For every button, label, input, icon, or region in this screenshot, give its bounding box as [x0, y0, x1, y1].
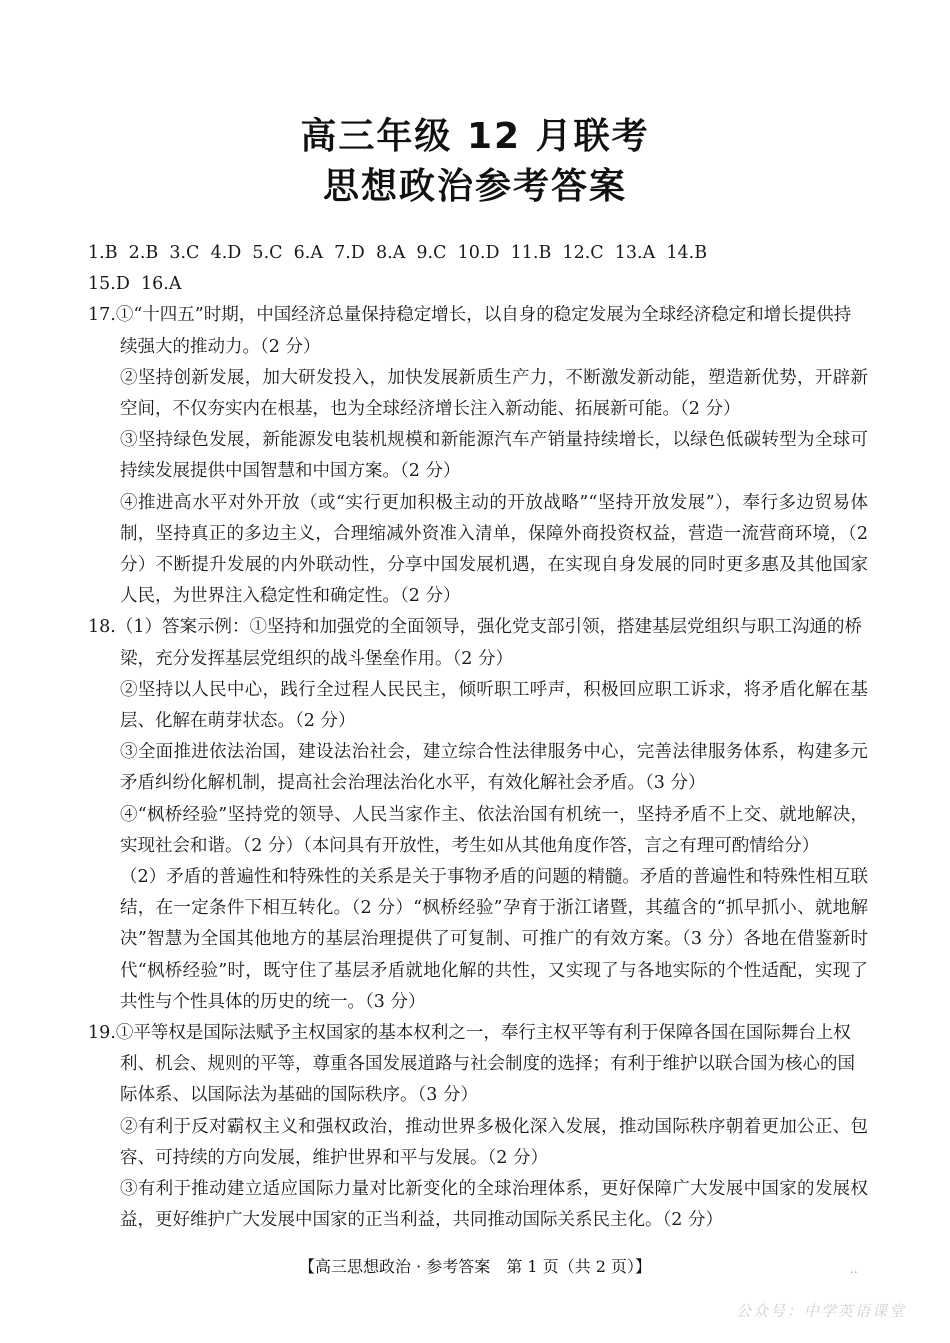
watermark: 公众号：中学英语课堂: [735, 1302, 906, 1320]
page-title: 高三年级 12 月联考: [300, 116, 650, 157]
q17-point-1: 17.①“十四五”时期，中国经济总量保持稳定增长，以自身的稳定发展为全球经济稳定和增长提供持续强大的推动力。（2 分）: [88, 305, 852, 357]
q17-point-3: ③坚持绿色发展，新能源发电装机规模和新能源汽车产销量持续增长，以绿色低碳转型为全球可持续发展提供中国智慧和中国方案。（2 分）: [120, 430, 868, 482]
mc-answers-line-2: 15.D 16.A: [88, 274, 182, 295]
question-17: [88, 300, 868, 612]
q18-point-4: ④“枫桥经验”坚持党的领导、人民当家作主、依法治国有机统一，坚持矛盾不上交、就地解决，实现社会和谐。（2 分）（本问具有开放性，考生如从其他角度作答，言之有理可酌情给分）: [120, 804, 868, 856]
q18-point-3: ③全面推进依法治国，建设法治社会，建立综合性法律服务中心，完善法律服务体系，构建多元矛盾纠纷化解机制，提高社会治理法治化水平，有效化解社会矛盾。（3 分）: [120, 742, 868, 794]
footer-dots: ..: [850, 1262, 858, 1276]
q18-point-1: 18.（1）答案示例：①坚持和加强党的全面领导，强化党支部引领，搭建基层党组织与职工沟通的桥梁，充分发挥基层党组织的战斗堡垒作用。（2 分）: [88, 617, 862, 669]
question-18: [88, 612, 868, 1018]
q17-point-2: ②坚持创新发展，加大研发投入，加快发展新质生产力，不断激发新动能，塑造新优势，开辟新空间，不仅夯实内在根基，也为全球经济增长注入新动能、拓展新可能。（2 分）: [120, 367, 868, 420]
question-19: [88, 1018, 868, 1236]
mc-answers-line-1: 1.B 2.B 3.C 4.D 5.C 6.A 7.D 8.A 9.C 10.D 11.B 12.C 13.A 14.B: [88, 243, 708, 263]
q18-part-2: （2）矛盾的普遍性和特殊性的关系是关于事物矛盾的问题的精髓。矛盾的普遍性和特殊性相互联结，在一定条件下相互转化。（2 分）“枫桥经验”孕育于浙江诸暨，其蕴含的“抓早抓小、就地解决”智慧为全国其他地方的基层治理提供了可复制、可推广的有效方案。（3 分）各地在借鉴新时代“枫桥经验”时，既守住了基层矛盾就地化解的共性，又实现了与各地实际的个性适配，实现了共性与个性具体的历史的统一。（3 分）: [120, 867, 868, 1012]
answer-content: [88, 238, 868, 1237]
q19-point-1: 19.①平等权是国际法赋予主权国家的基本权利之一，奉行主权平等有利于保障各国在国际舞台上权利、机会、规则的平等，尊重各国发展道路与社会制度的选择；有利于维护以联合国为核心的国际体系、以国际法为基础的国际秩序。（3 分）: [88, 1023, 855, 1106]
page-footer: 【高三思想政治 · 参考答案 第 1 页（共 2 页）】: [299, 1257, 651, 1276]
page-subtitle: 思想政治参考答案: [322, 166, 627, 207]
q17-point-4: ④推进高水平对外开放（或“实行更加积极主动的开放战略”“坚持开放发展”），奉行多边贸易体制，坚持真正的多边主义，合理缩减外资准入清单，保障外商投资权益，营造一流营商环境，（2 分）不断提升发展的内外联动性，分享中国发展机遇，在实现自身发展的同时更多惠及其他国家人民，为世界注入稳定性和确定性。（2 分）: [120, 492, 868, 607]
q19-point-3: ③有利于推动建立适应国际力量对比新变化的全球治理体系，更好保障广大发展中国家的发展权益，更好维护广大发展中国家的正当利益，共同推动国际关系民主化。（2 分）: [120, 1179, 868, 1231]
q19-point-2: ②有利于反对霸权主义和强权政治，推动世界多极化深入发展，推动国际秩序朝着更加公正、包容、可持续的方向发展，维护世界和平与发展。（2 分）: [120, 1116, 868, 1168]
q18-point-2: ②坚持以人民中心，践行全过程人民民主，倾听职工呼声，积极回应职工诉求，将矛盾化解在基层、化解在萌芽状态。（2 分）: [120, 679, 868, 732]
